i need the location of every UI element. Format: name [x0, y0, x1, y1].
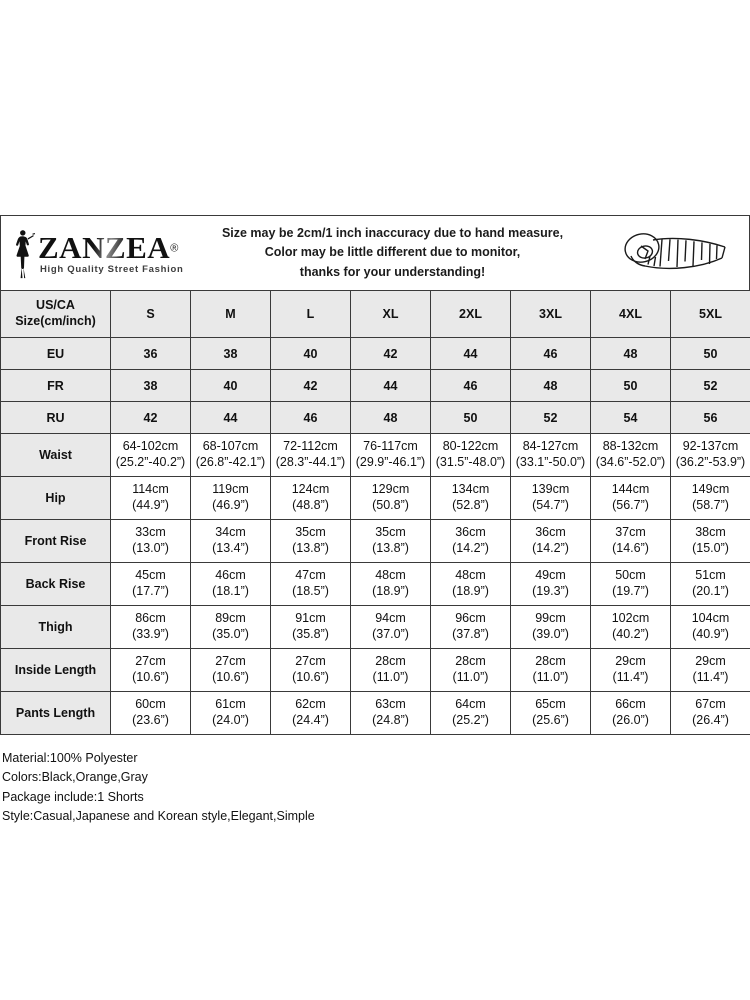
- notice-line-3: thanks for your understanding!: [299, 264, 486, 279]
- measure-inch: (33.1”-50.0”): [515, 455, 586, 469]
- measure-inch: (11.4”): [612, 670, 649, 684]
- measure-inch: (17.7”): [132, 584, 169, 598]
- measure-inch: (24.8”): [372, 713, 409, 727]
- table-cell: 46: [431, 370, 511, 402]
- measure-cm: 67cm: [695, 697, 726, 712]
- measure-cm: 27cm: [295, 654, 326, 669]
- size-header-cell: S: [111, 291, 191, 338]
- size-header-cell: 5XL: [671, 291, 750, 338]
- size-header-cell: L: [271, 291, 351, 338]
- table-cell: 54: [591, 402, 671, 434]
- measure-inch: (40.9”): [692, 627, 729, 641]
- table-cell: 48: [351, 402, 431, 434]
- measure-inch: (24.0”): [212, 713, 249, 727]
- table-cell: [431, 606, 511, 649]
- table-cell: 44: [191, 402, 271, 434]
- table-row: [1, 649, 750, 692]
- measure-inch: (35.8”): [292, 627, 329, 641]
- measure-cm: 64cm: [455, 697, 486, 712]
- table-cell: [671, 649, 750, 692]
- measure-inch: (14.2”): [452, 541, 489, 555]
- table-cell: [191, 606, 271, 649]
- table-row: [1, 606, 750, 649]
- table-cell: [431, 434, 511, 477]
- table-cell: [511, 606, 591, 649]
- table-cell: [671, 520, 750, 563]
- measure-inch: (13.4”): [212, 541, 249, 555]
- table-row: [1, 692, 750, 735]
- table-cell: [191, 477, 271, 520]
- measure-inch: (14.6”): [612, 541, 649, 555]
- measure-cm: 124cm: [291, 482, 330, 497]
- measure-inch: (56.7”): [612, 498, 649, 512]
- measure-cm: 27cm: [215, 654, 246, 669]
- measure-cm: 28cm: [535, 654, 566, 669]
- measure-inch: (11.0”): [532, 670, 569, 684]
- measure-cm: 46cm: [215, 568, 246, 583]
- table-cell: 50: [671, 338, 750, 370]
- measure-inch: (11.0”): [372, 670, 409, 684]
- measure-cm: 64-102cm: [122, 439, 179, 454]
- measure-inch: (14.2”): [532, 541, 569, 555]
- measure-inch: (26.4”): [692, 713, 729, 727]
- table-cell: 50: [431, 402, 511, 434]
- product-details: [0, 749, 750, 827]
- measure-cm: 29cm: [695, 654, 726, 669]
- measure-inch: (18.1”): [212, 584, 249, 598]
- row-label: Pants Length: [1, 692, 111, 735]
- table-cell: [111, 563, 191, 606]
- measure-inch: (13.8”): [292, 541, 329, 555]
- measure-inch: (58.7”): [692, 498, 729, 512]
- table-cell: [591, 606, 671, 649]
- measure-inch: (13.0”): [132, 541, 169, 555]
- table-cell: 42: [271, 370, 351, 402]
- table-cell: [431, 520, 511, 563]
- table-cell: [191, 649, 271, 692]
- measure-inch: (18.5”): [292, 584, 329, 598]
- corner-label-line-1: US/CA: [36, 298, 75, 313]
- measure-inch: (34.6”-52.0”): [595, 455, 666, 469]
- measure-cm: 65cm: [535, 697, 566, 712]
- row-label: Thigh: [1, 606, 111, 649]
- table-cell: [191, 563, 271, 606]
- table-cell: [671, 606, 750, 649]
- table-cell: 36: [111, 338, 191, 370]
- table-cell: [271, 649, 351, 692]
- row-label: Hip: [1, 477, 111, 520]
- table-cell: [111, 520, 191, 563]
- table-cell: [511, 563, 591, 606]
- table-cell: 48: [591, 338, 671, 370]
- measure-inch: (19.7”): [612, 584, 649, 598]
- measure-cm: 99cm: [535, 611, 566, 626]
- table-cell: [351, 692, 431, 735]
- table-cell: [351, 477, 431, 520]
- table-cell: [591, 434, 671, 477]
- measure-cm: 144cm: [611, 482, 650, 497]
- notice-line-2: Color may be little different due to monitor,: [264, 245, 521, 260]
- measure-cm: 89cm: [215, 611, 246, 626]
- table-cell: [431, 563, 511, 606]
- measure-cm: 119cm: [212, 482, 249, 497]
- measure-inch: (25.2”): [452, 713, 489, 727]
- measure-cm: 27cm: [135, 654, 166, 669]
- table-cell: [351, 563, 431, 606]
- table-cell: [271, 563, 351, 606]
- row-label: Inside Length: [1, 649, 111, 692]
- table-cell: 52: [511, 402, 591, 434]
- measure-inch: (37.0”): [372, 627, 409, 641]
- brand-tagline: High Quality Street Fashion: [40, 263, 184, 275]
- table-cell: [511, 477, 591, 520]
- table-cell: [111, 649, 191, 692]
- measure-inch: (26.8”-42.1”): [195, 455, 266, 469]
- detail-material: Material:100% Polyester: [2, 751, 138, 765]
- measure-cm: 29cm: [615, 654, 646, 669]
- measure-inch: (25.2”-40.2”): [115, 455, 186, 469]
- table-cell: [591, 692, 671, 735]
- measure-cm: 62cm: [295, 697, 326, 712]
- measure-cm: 72-112cm: [283, 439, 338, 454]
- measure-inch: (39.0”): [532, 627, 569, 641]
- table-cell: [671, 477, 750, 520]
- measure-inch: (31.5”-48.0”): [435, 455, 506, 469]
- measure-cm: 92-137cm: [682, 439, 739, 454]
- measure-cm: 91cm: [295, 611, 326, 626]
- table-corner-label: [1, 291, 111, 338]
- measurement-notice: [186, 224, 599, 282]
- measure-inch: (28.3”-44.1”): [275, 455, 346, 469]
- table-row: [1, 563, 750, 606]
- measure-cm: 68-107cm: [202, 439, 259, 454]
- table-cell: [591, 563, 671, 606]
- measure-inch: (26.0”): [612, 713, 649, 727]
- measure-cm: 50cm: [615, 568, 646, 583]
- table-cell: [351, 434, 431, 477]
- chart-banner: [0, 215, 750, 290]
- measure-cm: 48cm: [375, 568, 406, 583]
- detail-package: Package include:1 Shorts: [2, 789, 144, 804]
- table-cell: 52: [671, 370, 750, 402]
- table-cell: 48: [511, 370, 591, 402]
- row-label: Back Rise: [1, 563, 111, 606]
- measure-inch: (50.8”): [372, 498, 409, 512]
- table-cell: 40: [191, 370, 271, 402]
- measure-cm: 45cm: [135, 568, 166, 583]
- measure-inch: (10.6”): [292, 670, 329, 684]
- measure-inch: (23.6”): [132, 713, 169, 727]
- table-cell: [511, 649, 591, 692]
- table-cell: 42: [111, 402, 191, 434]
- measure-cm: 86cm: [135, 611, 166, 626]
- measure-inch: (44.9”): [132, 498, 169, 512]
- measure-cm: 84-127cm: [522, 439, 579, 454]
- measure-cm: 36cm: [535, 525, 566, 540]
- measure-cm: 35cm: [375, 525, 406, 540]
- measure-cm: 102cm: [611, 611, 650, 626]
- row-label: Front Rise: [1, 520, 111, 563]
- table-cell: [111, 477, 191, 520]
- table-cell: 56: [671, 402, 750, 434]
- detail-style: Style:Casual,Japanese and Korean style,Elegant,Simple: [2, 809, 315, 824]
- measure-inch: (25.6”): [532, 713, 569, 727]
- measure-cm: 129cm: [371, 482, 410, 497]
- table-cell: [111, 434, 191, 477]
- registered-mark-icon: ®: [170, 242, 179, 255]
- measure-cm: 36cm: [455, 525, 486, 540]
- measure-cm: 60cm: [135, 697, 166, 712]
- table-row: [1, 370, 750, 402]
- measuring-tape-icon: [614, 226, 734, 281]
- measure-cm: 38cm: [695, 525, 726, 540]
- table-header-row: [1, 291, 750, 338]
- table-cell: [351, 649, 431, 692]
- measure-cm: 28cm: [375, 654, 406, 669]
- table-cell: [351, 520, 431, 563]
- table-cell: [351, 606, 431, 649]
- table-cell: 46: [271, 402, 351, 434]
- table-cell: [431, 692, 511, 735]
- table-cell: [591, 477, 671, 520]
- table-cell: [511, 520, 591, 563]
- row-label: FR: [1, 370, 111, 402]
- measure-cm: 63cm: [375, 697, 406, 712]
- measure-cm: 33cm: [135, 525, 166, 540]
- measure-inch: (52.8”): [452, 498, 489, 512]
- measure-inch: (18.9”): [452, 584, 489, 598]
- measure-cm: 48cm: [455, 568, 486, 583]
- measure-inch: (18.9”): [372, 584, 409, 598]
- table-cell: 40: [271, 338, 351, 370]
- measure-cm: 94cm: [375, 611, 406, 626]
- table-row: [1, 402, 750, 434]
- measure-cm: 34cm: [215, 525, 246, 540]
- woman-silhouette-icon: [7, 227, 37, 279]
- size-header-cell: 2XL: [431, 291, 511, 338]
- corner-label-line-2: Size(cm/inch): [15, 314, 96, 328]
- measure-inch: (11.4”): [692, 670, 729, 684]
- measure-cm: 139cm: [531, 482, 570, 497]
- size-table: [0, 290, 750, 735]
- size-chart: [0, 215, 750, 827]
- table-cell: 38: [191, 338, 271, 370]
- brand-logo: [1, 227, 186, 279]
- table-cell: [431, 477, 511, 520]
- measure-cm: 37cm: [615, 525, 646, 540]
- table-row: [1, 477, 750, 520]
- measure-cm: 51cm: [695, 568, 726, 583]
- measure-cm: 88-132cm: [602, 439, 659, 454]
- table-cell: [511, 692, 591, 735]
- measure-inch: (10.6”): [132, 670, 169, 684]
- measure-inch: (37.8”): [452, 627, 489, 641]
- table-cell: [591, 649, 671, 692]
- table-cell: [111, 692, 191, 735]
- measure-cm: 114cm: [132, 482, 169, 497]
- measure-inch: (33.9”): [132, 627, 169, 641]
- table-cell: [431, 649, 511, 692]
- table-cell: [271, 520, 351, 563]
- notice-line-1: Size may be 2cm/1 inch inaccuracy due to hand measure,: [221, 225, 564, 240]
- table-cell: 38: [111, 370, 191, 402]
- table-cell: [271, 477, 351, 520]
- table-cell: 42: [351, 338, 431, 370]
- size-header-cell: M: [191, 291, 271, 338]
- size-header-cell: XL: [351, 291, 431, 338]
- table-cell: [591, 520, 671, 563]
- brand-text: [38, 229, 184, 275]
- table-cell: [671, 434, 750, 477]
- table-cell: [671, 692, 750, 735]
- measure-cm: 80-122cm: [442, 439, 499, 454]
- table-cell: [191, 434, 271, 477]
- table-cell: [191, 520, 271, 563]
- measure-cm: 35cm: [295, 525, 326, 540]
- table-cell: 50: [591, 370, 671, 402]
- measure-cm: 47cm: [295, 568, 326, 583]
- table-row: [1, 338, 750, 370]
- measure-cm: 61cm: [215, 697, 246, 712]
- measure-inch: (46.9”): [212, 498, 249, 512]
- table-cell: [111, 606, 191, 649]
- measure-cm: 28cm: [455, 654, 486, 669]
- measure-inch: (20.1”): [692, 584, 729, 598]
- measure-inch: (24.4”): [292, 713, 329, 727]
- measure-inch: (48.8”): [292, 498, 329, 512]
- table-cell: [511, 434, 591, 477]
- measure-inch: (36.2”-53.9”): [675, 455, 746, 469]
- measure-inch: (35.0”): [212, 627, 249, 641]
- measure-cm: 104cm: [691, 611, 730, 626]
- measure-inch: (15.0”): [692, 541, 729, 555]
- table-cell: [671, 563, 750, 606]
- measure-inch: (10.6”): [212, 670, 249, 684]
- measure-inch: (40.2”): [612, 627, 649, 641]
- table-row: [1, 520, 750, 563]
- measure-inch: (11.0”): [452, 670, 489, 684]
- size-header-cell: 3XL: [511, 291, 591, 338]
- size-header-cell: 4XL: [591, 291, 671, 338]
- measure-inch: (29.9”-46.1”): [355, 455, 426, 469]
- table-cell: 46: [511, 338, 591, 370]
- measure-inch: (13.8”): [372, 541, 409, 555]
- table-cell: [191, 692, 271, 735]
- table-cell: 44: [431, 338, 511, 370]
- measure-inch: (54.7”): [532, 498, 569, 512]
- row-label: RU: [1, 402, 111, 434]
- table-row: [1, 434, 750, 477]
- measure-cm: 66cm: [615, 697, 646, 712]
- measure-inch: (19.3”): [532, 584, 569, 598]
- table-cell: 44: [351, 370, 431, 402]
- measure-cm: 49cm: [535, 568, 566, 583]
- measure-cm: 76-117cm: [363, 439, 418, 454]
- table-cell: [271, 692, 351, 735]
- measure-cm: 149cm: [691, 482, 730, 497]
- detail-colors: Colors:Black,Orange,Gray: [2, 770, 148, 785]
- row-label: EU: [1, 338, 111, 370]
- table-cell: [271, 434, 351, 477]
- row-label: Waist: [1, 434, 111, 477]
- brand-name: ZANZEA: [38, 229, 171, 265]
- tape-illustration: [599, 226, 749, 281]
- table-cell: [271, 606, 351, 649]
- measure-cm: 96cm: [455, 611, 486, 626]
- measure-cm: 134cm: [451, 482, 490, 497]
